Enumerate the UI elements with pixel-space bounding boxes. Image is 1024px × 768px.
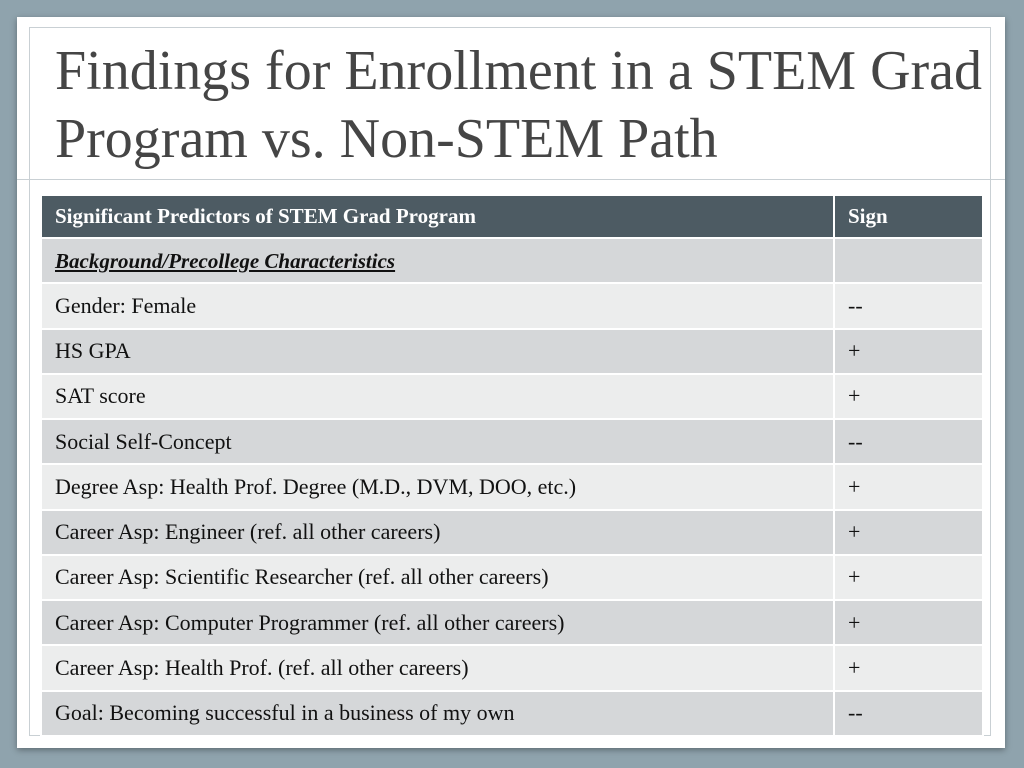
table-row — [41, 283, 983, 328]
sign-cell: + — [834, 464, 983, 509]
predictor-cell: Career Asp: Computer Programmer (ref. all other careers) — [41, 600, 834, 645]
table-row — [41, 645, 983, 690]
section-label: Background/Precollege Characteristics — [55, 248, 396, 273]
sign-cell: -- — [834, 691, 983, 736]
sign-cell: + — [834, 600, 983, 645]
section-sign-cell — [834, 238, 983, 283]
sign-cell: + — [834, 329, 983, 374]
slide — [17, 17, 1005, 748]
predictor-cell: SAT score — [41, 374, 834, 419]
sign-cell: -- — [834, 283, 983, 328]
predictor-cell: Career Asp: Health Prof. (ref. all other careers) — [41, 645, 834, 690]
predictors-table — [40, 194, 984, 737]
table-row — [41, 691, 983, 736]
table-row — [41, 329, 983, 374]
predictor-cell: Career Asp: Scientific Researcher (ref. all other careers) — [41, 555, 834, 600]
predictor-cell: HS GPA — [41, 329, 834, 374]
header-sign: Sign — [834, 195, 983, 238]
predictor-cell: Career Asp: Engineer (ref. all other careers) — [41, 510, 834, 555]
table-row — [41, 600, 983, 645]
slide-title: Findings for Enrollment in a STEM Grad Program vs. Non-STEM Path — [55, 40, 983, 170]
table-row — [41, 464, 983, 509]
predictor-cell: Goal: Becoming successful in a business of my own — [41, 691, 834, 736]
sign-cell: + — [834, 645, 983, 690]
table-row — [41, 374, 983, 419]
section-label-cell — [41, 238, 834, 283]
table-row — [41, 555, 983, 600]
header-predictors: Significant Predictors of STEM Grad Program — [41, 195, 834, 238]
sign-cell: + — [834, 555, 983, 600]
table-row — [41, 419, 983, 464]
sign-cell: -- — [834, 419, 983, 464]
title-divider — [17, 179, 1005, 180]
table-row — [41, 510, 983, 555]
predictor-cell: Gender: Female — [41, 283, 834, 328]
predictor-cell: Degree Asp: Health Prof. Degree (M.D., DVM, DOO, etc.) — [41, 464, 834, 509]
predictor-cell: Social Self-Concept — [41, 419, 834, 464]
table-header-row — [41, 195, 983, 238]
section-row — [41, 238, 983, 283]
sign-cell: + — [834, 374, 983, 419]
sign-cell: + — [834, 510, 983, 555]
